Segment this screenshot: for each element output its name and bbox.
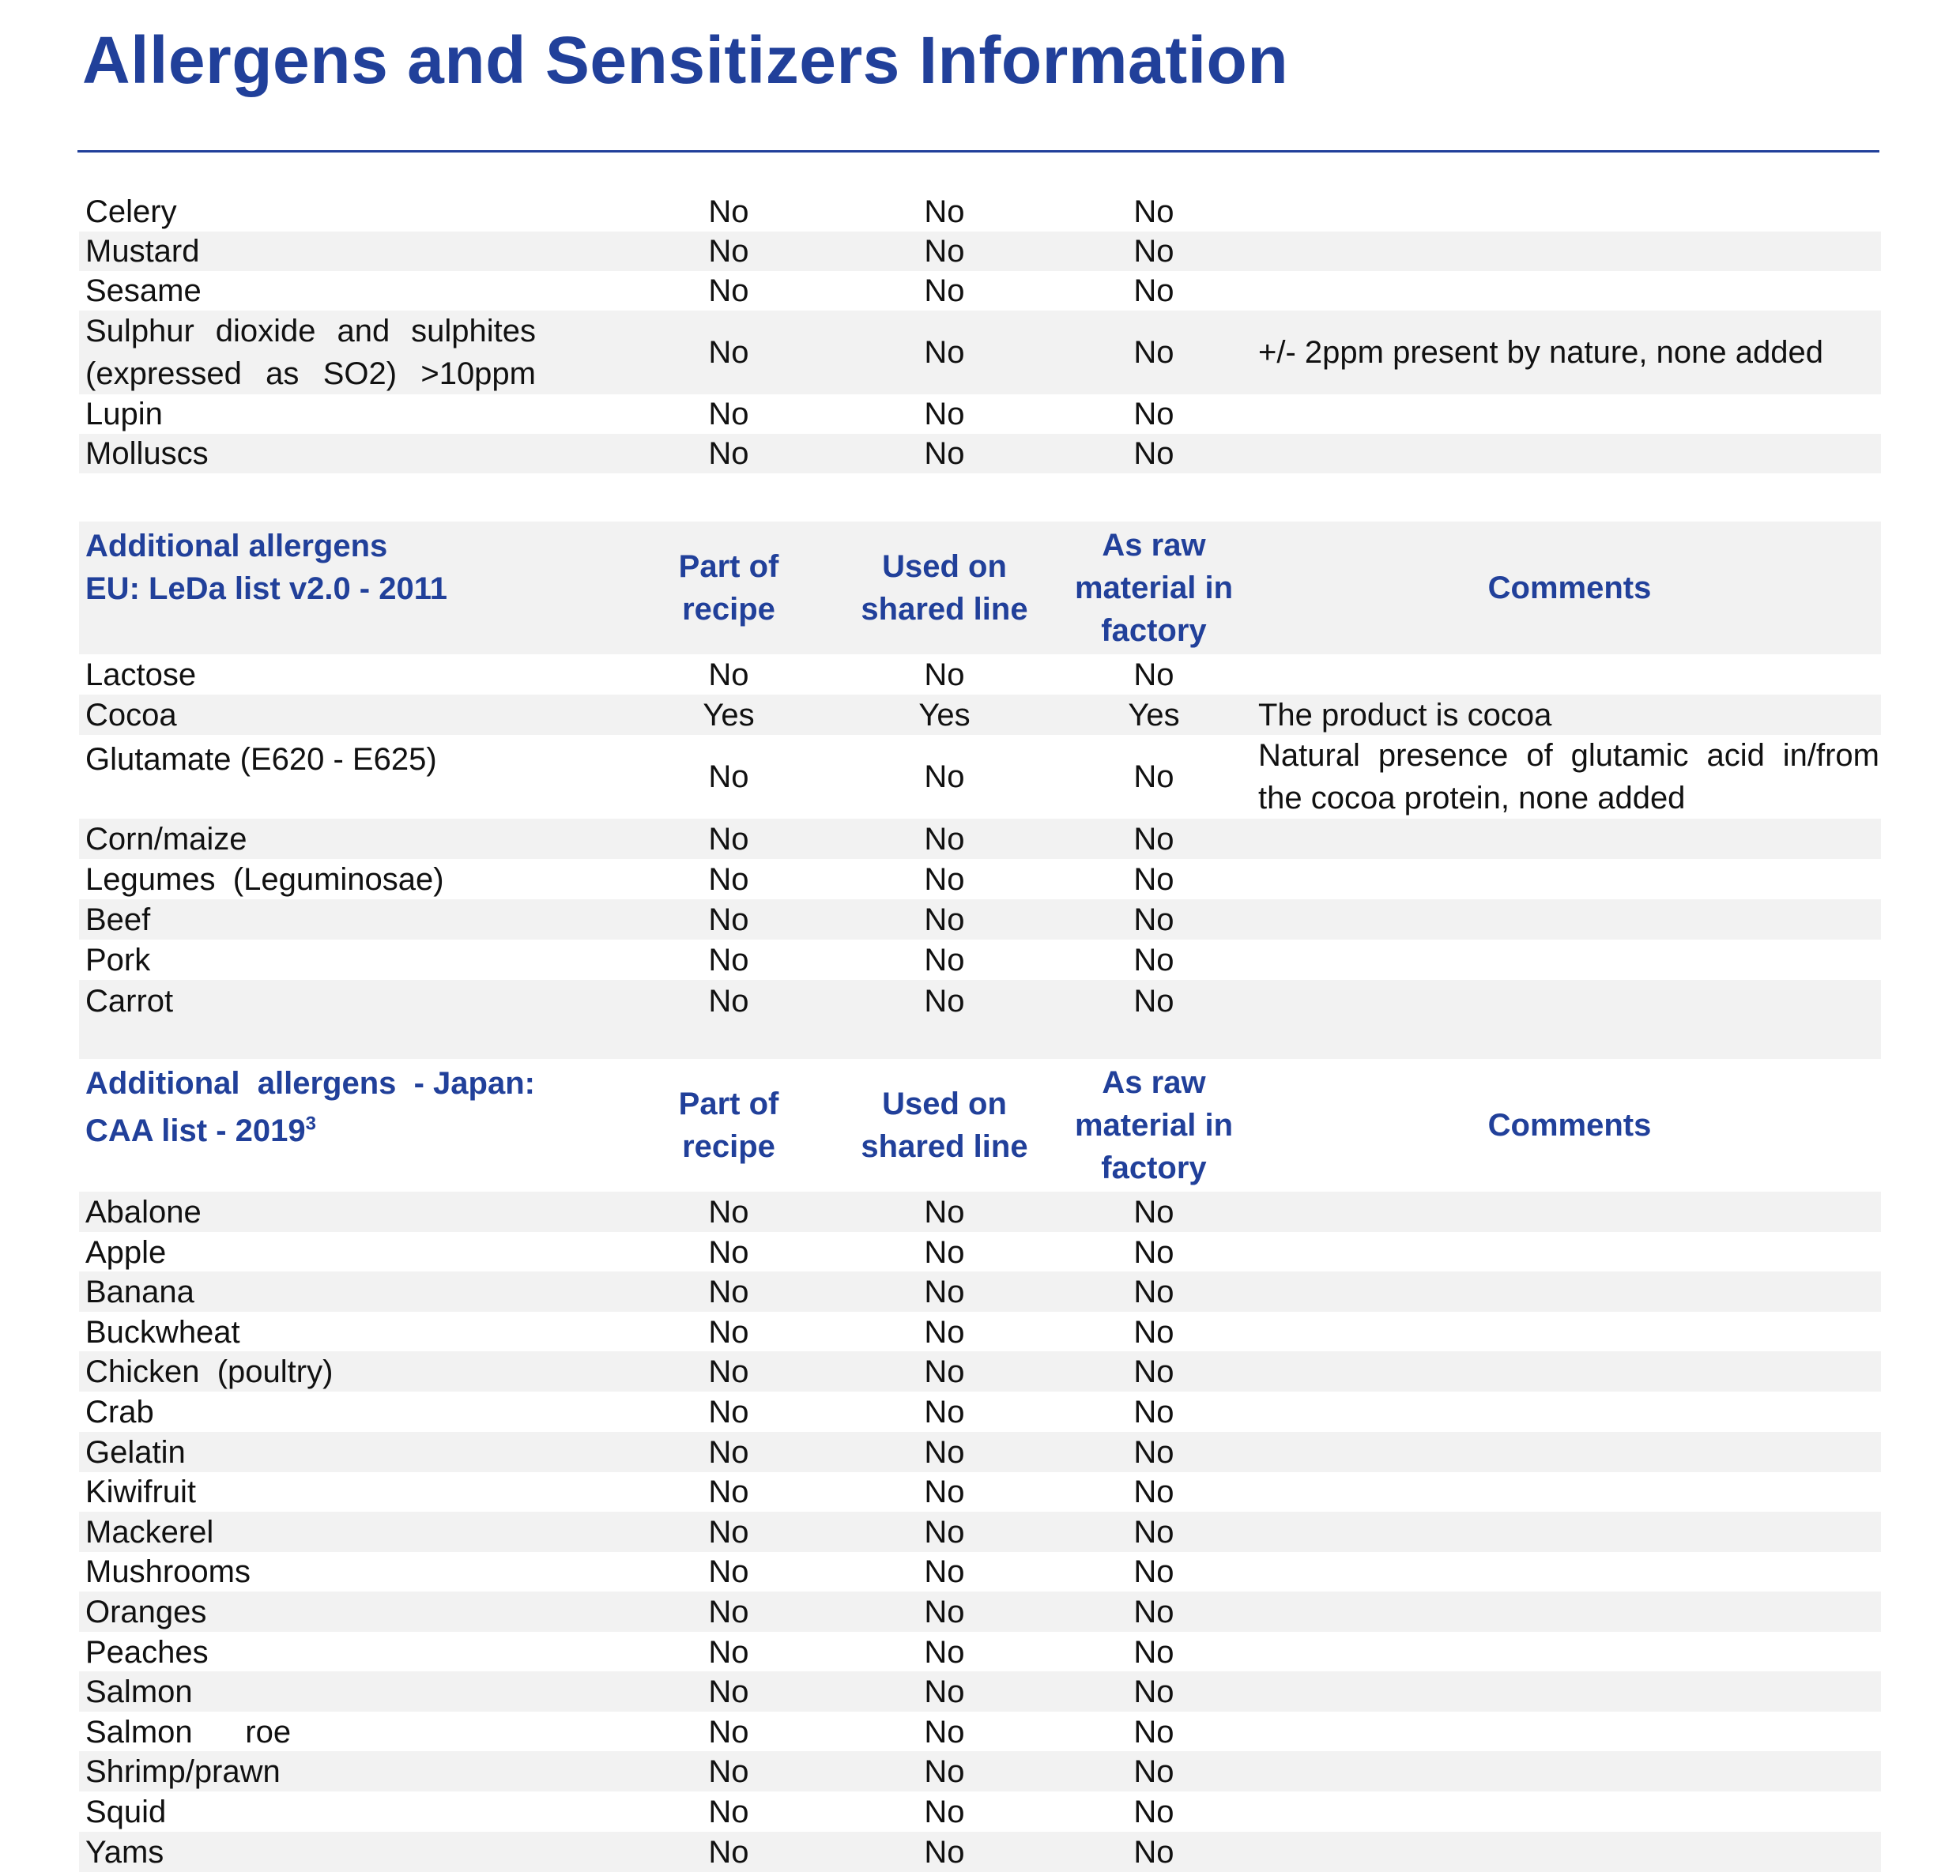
section-title-line: Additional allergens - Japan: [85,1066,535,1101]
part-of-recipe-value: No [708,1434,749,1470]
raw-material-value: No [1133,821,1174,857]
allergen-name: Pork [85,942,151,978]
table-row [79,695,1881,735]
table-row [79,1592,1881,1632]
allergen-name: Peaches [85,1634,209,1670]
part-of-recipe-value: No [708,436,749,471]
comment-text: +/- 2ppm present by nature, none added [1258,335,1823,370]
shared-line-value: No [924,1594,965,1629]
shared-line-value: No [924,821,965,857]
allergen-name: Mushrooms [85,1554,251,1589]
raw-material-value: No [1133,657,1174,692]
allergen-name: Molluscs [85,436,209,471]
shared-line-value: No [924,1354,965,1389]
footnote-marker: 3 [305,1113,316,1135]
allergen-name: Salmon [85,1674,193,1709]
section-title-line: EU: LeDa list v2.0 - 2011 [85,571,448,606]
header-line: As raw [1102,1065,1206,1100]
raw-material-value: No [1133,1674,1174,1709]
shared-line-value: No [924,942,965,978]
part-of-recipe-value: No [708,821,749,857]
raw-material-value: No [1133,1794,1174,1829]
part-of-recipe-value: No [708,902,749,937]
shared-line-value: No [924,861,965,897]
allergen-name [85,311,575,394]
raw-material-value: No [1133,1234,1174,1270]
table-row [79,899,1881,940]
raw-material-value: No [1133,861,1174,897]
title-divider [77,150,1879,153]
shared-line-value: No [924,273,965,308]
raw-material-value: No [1133,1634,1174,1670]
raw-material-value: No [1133,1514,1174,1550]
part-of-recipe-value: No [708,984,749,1019]
section-header-eu [79,522,1881,654]
shared-line-value: No [924,194,965,229]
page-title: Allergens and Sensitizers Information [82,23,1289,97]
allergen-name: Chicken (poultry) [85,1354,334,1389]
section-title-line: Additional allergens [85,529,388,563]
raw-material-value: No [1133,436,1174,471]
raw-material-value: No [1133,1474,1174,1509]
table-row [79,1671,1881,1712]
column-header-comments: Comments [1487,1108,1652,1143]
raw-material-value: No [1133,942,1174,978]
header-line: recipe [682,592,775,627]
part-of-recipe-value: No [708,1834,749,1870]
raw-material-value: No [1133,1354,1174,1389]
allergen-name: Glutamate (E620 - E625) [85,742,437,777]
section-title-text: CAA list - 2019 [85,1113,306,1148]
shared-line-value: No [924,1714,965,1750]
header-line: Part of [678,1087,779,1121]
header-line: material in [1074,1108,1234,1143]
comment-line: the cocoa protein, none added [1258,781,1686,816]
part-of-recipe-value: No [708,759,749,794]
raw-material-value: No [1133,1834,1174,1870]
allergen-name: Beef [85,902,151,937]
raw-material-value: No [1133,1594,1174,1629]
part-of-recipe-value: No [708,335,749,370]
allergen-name: Celery [85,194,177,229]
allergen-name: Yams [85,1834,164,1870]
header-line: material in [1074,571,1234,605]
column-header-part-of-recipe [654,522,804,654]
table-row [79,819,1881,859]
section-title [85,522,575,654]
raw-material-value: Yes [1128,697,1180,733]
part-of-recipe-value: No [708,1794,749,1829]
part-of-recipe-value: No [708,657,749,692]
table-row [79,192,1881,232]
allergen-name: Sesame [85,273,202,308]
column-header-raw-material [1059,522,1249,654]
table-row [79,859,1881,899]
allergen-name: Shrimp/prawn [85,1754,281,1789]
part-of-recipe-value: No [708,1754,749,1789]
part-of-recipe-value: No [708,1634,749,1670]
raw-material-value: No [1133,1754,1174,1789]
raw-material-value: No [1133,194,1174,229]
table-row [79,940,1881,980]
table-row [79,434,1881,473]
allergen-name: Abalone [85,1194,202,1230]
part-of-recipe-value: No [708,1394,749,1430]
allergen-name: Corn/maize [85,821,247,857]
part-of-recipe-value: No [708,861,749,897]
shared-line-value: No [924,1474,965,1509]
table-row [79,1471,1881,1512]
shared-line-value: No [924,1274,965,1309]
allergen-name: Lactose [85,657,197,692]
allergen-name: Mackerel [85,1514,214,1550]
allergen-name: Apple [85,1234,167,1270]
raw-material-value: No [1133,1554,1174,1589]
part-of-recipe-value: No [708,1314,749,1350]
header-line: As raw [1102,528,1206,563]
comment-line: Natural presence of glutamic acid in/from [1258,738,1879,773]
table-row [79,1712,1881,1752]
header-line: shared line [861,592,1028,627]
raw-material-value: No [1133,397,1174,431]
raw-material-value: No [1133,1194,1174,1230]
column-header-comments: Comments [1487,571,1652,605]
table-row [79,1751,1881,1791]
table-row [79,1351,1881,1392]
header-line: Part of [678,549,779,584]
table-row [79,311,1881,394]
allergen-name-line: (expressed as SO2) >10ppm [85,356,536,391]
shared-line-value: No [924,1634,965,1670]
allergen-name: Salmon roe [85,1714,292,1750]
table-row [79,1551,1881,1592]
header-line: recipe [682,1129,775,1164]
part-of-recipe-value: No [708,1274,749,1309]
part-of-recipe-value: No [708,1194,749,1230]
shared-line-value: No [924,759,965,794]
part-of-recipe-value: No [708,397,749,431]
table-row [79,1791,1881,1832]
shared-line-value: No [924,984,965,1019]
allergen-name: Buckwheat [85,1314,240,1350]
raw-material-value: No [1133,234,1174,269]
table-row [79,1632,1881,1672]
raw-material-value: No [1133,335,1174,370]
shared-line-value: No [924,1234,965,1270]
raw-material-value: No [1133,1314,1174,1350]
shared-line-value: No [924,234,965,269]
raw-material-value: No [1133,902,1174,937]
table-row [79,394,1881,434]
shared-line-value: No [924,1794,965,1829]
section-title [85,1059,575,1192]
table-row [79,1432,1881,1472]
comment-text: The product is cocoa [1258,697,1552,733]
part-of-recipe-value: No [708,1554,749,1589]
shared-line-value: No [924,436,965,471]
table-row [79,1271,1881,1312]
table-row [79,654,1881,695]
table-row [79,1392,1881,1432]
part-of-recipe-value: No [708,273,749,308]
shared-line-value: No [924,1674,965,1709]
table-row [79,1192,1881,1232]
shared-line-value: No [924,1314,965,1350]
table-row [79,1512,1881,1552]
allergen-name: Oranges [85,1594,207,1629]
allergen-name: Carrot [85,984,174,1019]
part-of-recipe-value: No [708,194,749,229]
raw-material-value: No [1133,1394,1174,1430]
column-header-raw-material [1059,1059,1249,1192]
raw-material-value: No [1133,273,1174,308]
shared-line-value: No [924,1834,965,1870]
allergen-name: Kiwifruit [85,1474,197,1509]
header-line: factory [1101,613,1207,648]
shared-line-value: No [924,335,965,370]
shared-line-value: No [924,1554,965,1589]
part-of-recipe-value: No [708,1474,749,1509]
allergen-name: Banana [85,1274,194,1309]
raw-material-value: No [1133,1434,1174,1470]
column-header-shared-line [846,1059,1043,1192]
table-row [79,1232,1881,1272]
shared-line-value: No [924,397,965,431]
part-of-recipe-value: Yes [703,697,755,733]
header-line: Used on [882,1087,1007,1121]
raw-material-value: No [1133,984,1174,1019]
raw-material-value: No [1133,1274,1174,1309]
section-title-line [85,1109,566,1152]
part-of-recipe-value: No [708,1714,749,1750]
comment-text [1258,735,1881,819]
allergen-name-line: Sulphur dioxide and sulphites [85,314,536,348]
shared-line-value: No [924,657,965,692]
allergen-name: Mustard [85,234,200,269]
shared-line-value: No [924,1194,965,1230]
allergen-name: Squid [85,1794,167,1829]
header-line: shared line [861,1129,1028,1164]
raw-material-value: No [1133,1714,1174,1750]
part-of-recipe-value: No [708,234,749,269]
section-header-japan [79,1059,1881,1192]
table-row [79,232,1881,271]
allergen-name: Cocoa [85,697,177,733]
part-of-recipe-value: No [708,1594,749,1629]
allergen-name: Lupin [85,397,163,431]
shared-line-value: No [924,1434,965,1470]
header-line: factory [1101,1151,1207,1185]
column-header-part-of-recipe [654,1059,804,1192]
header-line: Used on [882,549,1007,584]
table-row [79,735,1881,819]
allergen-name: Legumes (Leguminosae) [85,861,444,897]
table-row [79,980,1881,1059]
part-of-recipe-value: No [708,1234,749,1270]
raw-material-value: No [1133,759,1174,794]
shared-line-value: Yes [918,697,971,733]
shared-line-value: No [924,1514,965,1550]
column-header-shared-line [846,522,1043,654]
table-row [79,271,1881,311]
part-of-recipe-value: No [708,1674,749,1709]
allergen-name: Gelatin [85,1434,186,1470]
shared-line-value: No [924,1394,965,1430]
part-of-recipe-value: No [708,1354,749,1389]
part-of-recipe-value: No [708,1514,749,1550]
shared-line-value: No [924,1754,965,1789]
allergen-name: Crab [85,1394,154,1430]
table-row [79,1312,1881,1352]
table-row [79,1832,1881,1872]
part-of-recipe-value: No [708,942,749,978]
shared-line-value: No [924,902,965,937]
